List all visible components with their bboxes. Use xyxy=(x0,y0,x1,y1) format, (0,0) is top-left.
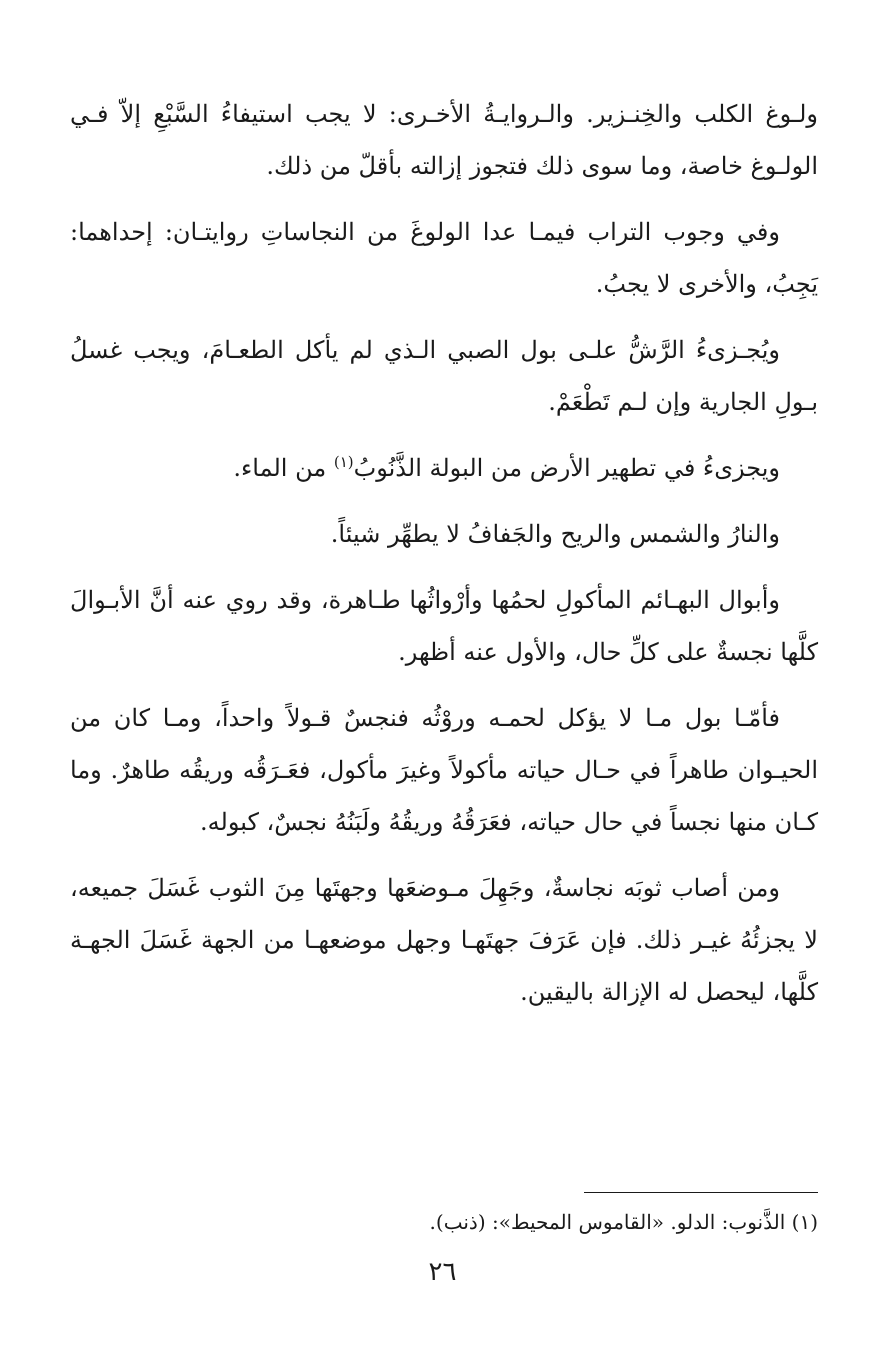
paragraph-fa-amma: فأمّـا بول مـا لا يؤكل لحمـه وروْثُه فنجسٌ قـولاً واحداً، ومـا كان من الحيـوان طاهراً في حـال حياته مأكولاً وغيرَ مأكول، فعَـرَقُه وريقُه طاهرٌ. وما كـان منها نجساً في حال حياته، فعَرَقُهُ وريقُهُ ولَبَنُهُ نجسٌ، كبوله. xyxy=(70,704,818,836)
paragraph-ard xyxy=(70,442,818,494)
footnote-divider xyxy=(584,1192,818,1193)
paragraph-nar: والنارُ والشمس والريح والجَفافُ لا يطهِّر شيئاً. xyxy=(330,520,780,548)
paragraph-wulugh: ولـوغ الكلب والخِنـزير. والـروايـةُ الأخـرى: لا يجب استيفاءُ السَّبْعِ إلاّ فـي الولـوغ خاصة، وما سوى ذلك فتجوز إزالته بأقلّ من ذلك. xyxy=(70,100,818,180)
paragraph-ard-text: ويجزىءُ في تطهير الأرض من البولة الذَّنُوبُ xyxy=(353,454,780,482)
paragraph-thawb: ومن أصاب ثوبَه نجاسةٌ، وجَهِلَ مـوضعَها وجهتَها مِنَ الثوب غَسَلَ جميعه، لا يجزئُهُ غيـر ذلك. فإن عَرَفَ جهتَهـا وجهل موضعهـا من الجهة غَسَلَ الجهـة كلَّها، ليحصل له الإزالة باليقين. xyxy=(70,874,818,1006)
paragraph-rash: ويُجـزىءُ الرَّشُّ علـى بول الصبي الـذي لم يأكل الطعـامَ، ويجب غسلُ بـولِ الجارية وإن لـم تَطْعَمْ. xyxy=(70,336,818,416)
paragraph-abwal: وأبوال البهـائم المأكولِ لحمُها وأرْواثُها طـاهرة، وقد روي عنه أنَّ الأبـوالَ كلَّها نجسةٌ على كلِّ حال، والأول عنه أظهر. xyxy=(70,586,818,666)
paragraph-turab: وفي وجوب التراب فيمـا عدا الولوغَ من النجاساتِ روايتـان: إحداهما: يَجِبُ، والأخرى لا يجبُ. xyxy=(70,218,818,298)
footnote-reference[interactable]: (١) xyxy=(333,453,354,471)
paragraph-ard-tail: من الماء. xyxy=(233,454,334,482)
page-body xyxy=(70,88,818,1032)
page-number: ٢٦ xyxy=(428,1257,457,1287)
footnote: (١) الذَّنوب: الدلو. «القاموس المحيط»: (ذنب). xyxy=(429,1210,818,1234)
